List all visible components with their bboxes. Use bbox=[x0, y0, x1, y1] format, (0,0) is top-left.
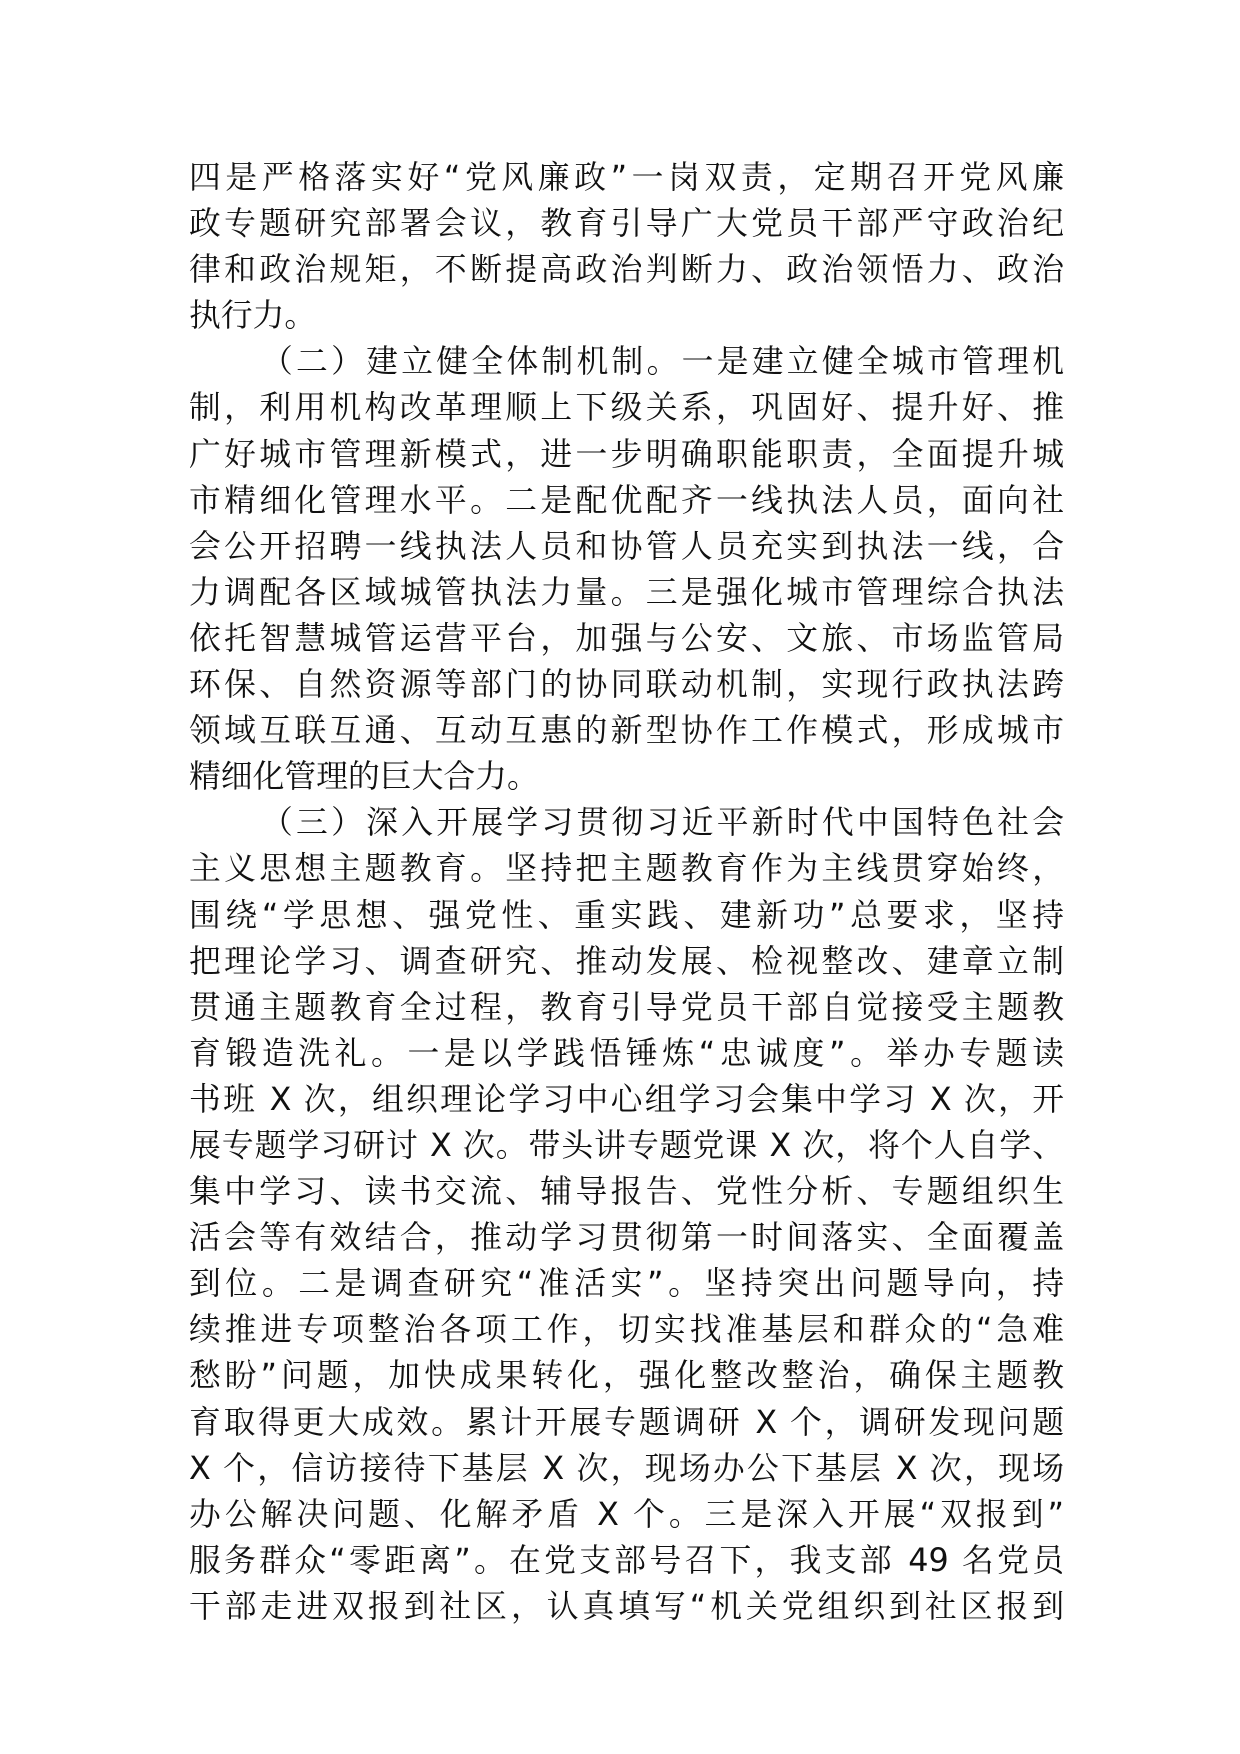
text-line: 依托智慧城管运营平台，加强与公安、文旅、市场监管局 bbox=[189, 619, 1064, 657]
text-line: 到位。二是调查研究“准活实”。坚持突出问题导向，持 bbox=[189, 1265, 1064, 1303]
text-line: 愁盼”问题，加快成果转化，强化整改整治，确保主题教 bbox=[189, 1357, 1064, 1395]
text-line: 执行力。 bbox=[189, 297, 317, 335]
text-line: 政专题研究部署会议，教育引导广大党员干部严守政治纪 bbox=[189, 205, 1064, 243]
text-line: 律和政治规矩，不断提高政治判断力、政治领悟力、政治 bbox=[189, 251, 1064, 289]
text-line: 续推进专项整治各项工作，切实找准基层和群众的“急难 bbox=[189, 1311, 1064, 1349]
text-line: 贯通主题教育全过程，教育引导党员干部自觉接受主题教 bbox=[189, 988, 1064, 1026]
text-line: 办公解决问题、化解矛盾 X 个。三是深入开展“双报到” bbox=[189, 1495, 1064, 1533]
text-line: X 个，信访接待下基层 X 次，现场办公下基层 X 次，现场 bbox=[189, 1449, 1064, 1487]
section-heading-line: （二）建立健全体制机制。一是建立健全城市管理机 bbox=[261, 343, 1064, 381]
text-line: 育锻造洗礼。一是以学践悟锤炼“忠诚度”。举办专题读 bbox=[189, 1034, 1064, 1072]
section-heading-line: （三）深入开展学习贯彻习近平新时代中国特色社会 bbox=[261, 804, 1064, 842]
text-line: 会公开招聘一线执法人员和协管人员充实到执法一线，合 bbox=[189, 527, 1064, 565]
text-line: 领域互联互通、互动互惠的新型协作工作模式，形成城市 bbox=[189, 712, 1064, 750]
text-line: 精细化管理的巨大合力。 bbox=[189, 758, 539, 796]
text-line: 围绕“学思想、强党性、重实践、建新功”总要求，坚持 bbox=[189, 896, 1064, 934]
paragraph-system-mechanism bbox=[189, 339, 1064, 800]
text-line: 书班 X 次，组织理论学习中心组学习会集中学习 X 次，开 bbox=[189, 1080, 1064, 1118]
text-line: 育取得更大成效。累计开展专题调研 X 个，调研发现问题 bbox=[189, 1403, 1064, 1441]
text-line: 制，利用机构改革理顺上下级关系，巩固好、提升好、推 bbox=[189, 389, 1064, 427]
paragraph-discipline bbox=[189, 155, 1064, 339]
text-line: 主义思想主题教育。坚持把主题教育作为主线贯穿始终， bbox=[189, 850, 1064, 888]
text-line: 服务群众“零距离”。在党支部号召下，我支部 49 名党员 bbox=[189, 1541, 1064, 1579]
paragraph-theme-education bbox=[189, 800, 1064, 1630]
text-line: 广好城市管理新模式，进一步明确职能职责，全面提升城 bbox=[189, 435, 1064, 473]
text-line: 把理论学习、调查研究、推动发展、检视整改、建章立制 bbox=[189, 942, 1064, 980]
text-line: 四是严格落实好“党风廉政”一岗双责，定期召开党风廉 bbox=[189, 159, 1064, 196]
document-body bbox=[189, 155, 1064, 1630]
text-line: 干部走进双报到社区，认真填写“机关党组织到社区报到 bbox=[189, 1587, 1064, 1625]
text-line: 环保、自然资源等部门的协同联动机制，实现行政执法跨 bbox=[189, 666, 1064, 704]
text-line: 集中学习、读书交流、辅导报告、党性分析、专题组织生 bbox=[189, 1173, 1064, 1211]
text-line: 力调配各区域城管执法力量。三是强化城市管理综合执法 bbox=[189, 573, 1064, 611]
text-line: 展专题学习研讨 X 次。带头讲专题党课 X 次，将个人自学、 bbox=[189, 1126, 1064, 1164]
text-line: 市精细化管理水平。二是配优配齐一线执法人员，面向社 bbox=[189, 481, 1064, 519]
text-line: 活会等有效结合，推动学习贯彻第一时间落实、全面覆盖 bbox=[189, 1219, 1064, 1257]
